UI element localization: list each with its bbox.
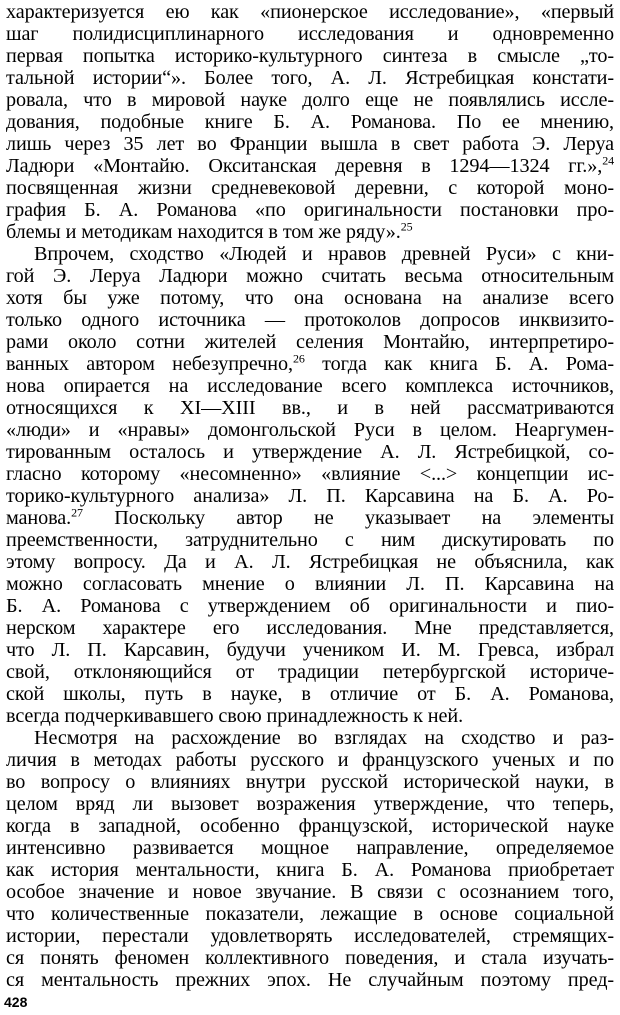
text-line — [6, 111, 614, 133]
line-text: тированным осталось и утверждение А. Л. Ястребицкой, со- — [6, 441, 614, 463]
text-line — [6, 221, 614, 243]
text-line — [6, 903, 614, 925]
line-text: ской школы, путь в науке, в отличие от Б. А. Романова, — [6, 683, 614, 705]
line-text: истории, перестали удовлетворять исследователей, стремящих- — [6, 925, 614, 947]
line-text: этому вопросу. Да и А. Л. Ястребицкая не объяснила, как — [6, 551, 614, 573]
text-line — [6, 419, 614, 441]
text-line — [6, 815, 614, 837]
line-text: ся понять феномен коллективного поведения, и стала изучать- — [6, 947, 614, 969]
line-text: дования, подобные книге Б. А. Романова. По ее мнению, — [6, 111, 614, 133]
text-line — [6, 287, 614, 309]
line-text-continued: Поскольку автор не указывает на элементы — [82, 507, 614, 529]
line-text: блемы и методикам находится в том же ряду». — [6, 221, 401, 243]
text-line — [6, 683, 614, 705]
footnote-reference: 25 — [400, 219, 413, 234]
line-text: нерском характере его исследования. Мне представляется, — [6, 617, 614, 639]
text-line — [6, 661, 614, 683]
text-line — [6, 199, 614, 221]
line-text: особое значение и новое звучание. В связи с осознанием того, — [6, 881, 614, 903]
text-line — [6, 177, 614, 199]
text-line — [6, 639, 614, 661]
line-text: целом вряд ли вызовет возражения утверждение, что теперь, — [6, 793, 614, 815]
text-line — [6, 793, 614, 815]
line-text: первая попытка историко-культурного синтеза в смысле „то- — [6, 45, 614, 67]
text-line — [6, 551, 614, 573]
text-line — [6, 67, 614, 89]
line-text: манова. — [6, 507, 72, 529]
text-line — [6, 617, 614, 639]
line-text: нова опирается на исследование всего комплекса источников, — [6, 375, 614, 397]
line-text: личия в методах работы русского и французского ученых и по — [6, 749, 614, 771]
text-line — [6, 529, 614, 551]
text-line — [6, 595, 614, 617]
text-line — [6, 727, 614, 749]
text-line — [6, 397, 614, 419]
text-line — [6, 925, 614, 947]
text-line — [6, 947, 614, 969]
line-text: во вопросу о влияниях внутри русской исторической науки, в — [6, 771, 614, 793]
text-line — [6, 23, 614, 45]
text-line — [6, 881, 614, 903]
text-line — [6, 155, 614, 177]
line-text: торико-культурного анализа» Л. П. Карсавина на Б. А. Ро- — [6, 485, 614, 507]
line-text: посвященная жизни средневековой деревни, с которой моно- — [6, 177, 614, 199]
line-text: хотя бы уже потому, что она основана на анализе всего — [6, 287, 614, 309]
line-text: рами около сотни жителей селения Монтайю, интерпретиро- — [6, 331, 614, 353]
text-line — [6, 573, 614, 595]
text-line — [6, 441, 614, 463]
text-line — [6, 1, 614, 23]
line-text: характеризуется ею как «пионерское исследование», «первый — [6, 1, 614, 23]
line-text: свой, отклоняющийся от традиции петербургской историче- — [6, 661, 614, 683]
text-line — [6, 331, 614, 353]
text-line — [6, 45, 614, 67]
line-text: относящихся к XI—XIII вв., и в ней рассматриваются — [6, 397, 614, 419]
line-text: интенсивно развивается мощное направление, определяемое — [6, 837, 614, 859]
body-text — [6, 1, 614, 991]
line-text: Б. А. Романова с утверждением об оригинальности и пио- — [6, 595, 614, 617]
text-line — [6, 859, 614, 881]
footnote-reference: 26 — [292, 351, 305, 366]
text-line — [6, 89, 614, 111]
line-text: ся ментальность прежних эпох. Не случайным поэтому пред- — [6, 969, 614, 991]
text-line — [6, 463, 614, 485]
line-text: Ладюри «Монтайю. Окситанская деревня в 1294—1324 гг.», — [6, 155, 603, 177]
line-text: Впрочем, сходство «Людей и нравов древней Руси» с кни- — [34, 243, 614, 265]
text-line — [6, 485, 614, 507]
line-text: лишь через 35 лет во Франции вышла в свет работа Э. Леруа — [6, 133, 614, 155]
text-line — [6, 969, 614, 991]
text-line — [6, 243, 614, 265]
line-text: можно согласовать мнение о влиянии Л. П. Карсавина на — [6, 573, 614, 595]
line-text: как история ментальности, книга Б. А. Романова приобретает — [6, 859, 614, 881]
line-text: что количественные показатели, лежащие в основе социальной — [6, 903, 614, 925]
page-number: 428 — [4, 994, 28, 1010]
line-text: тальной истории“». Более того, А. Л. Ястребицкая констати- — [6, 67, 614, 89]
line-text: только одного источника — протоколов допросов инквизито- — [6, 309, 614, 331]
footnote-reference: 24 — [602, 153, 614, 168]
line-text: шаг полидисциплинарного исследования и одновременно — [6, 23, 614, 45]
line-text: Несмотря на расхождение во взглядах на сходство и раз- — [34, 727, 614, 749]
text-line — [6, 749, 614, 771]
footnote-reference: 27 — [71, 505, 83, 520]
text-line — [6, 375, 614, 397]
text-line — [6, 705, 614, 727]
line-text: всегда подчеркивавшего свою принадлежность к ней. — [6, 705, 464, 727]
line-text: гой Э. Леруа Ладюри можно считать весьма относительным — [6, 265, 614, 287]
line-text: преемственности, затруднительно с ним дискутировать по — [6, 529, 614, 551]
line-text: ванных автором небезупречно, — [6, 353, 293, 375]
text-line — [6, 309, 614, 331]
line-text-continued: тогда как книга Б. А. Рома- — [304, 353, 614, 375]
line-text: ровала, что в мировой науке долго еще не появлялись иссле- — [6, 89, 614, 111]
text-line — [6, 265, 614, 287]
line-text: «люди» и «нравы» домонгольской Руси в целом. Неаргумен- — [6, 419, 614, 441]
text-line — [6, 353, 614, 375]
text-line — [6, 507, 614, 529]
text-line — [6, 771, 614, 793]
text-line — [6, 133, 614, 155]
line-text: когда в западной, особенно французской, исторической науке — [6, 815, 614, 837]
line-text: графия Б. А. Романова «по оригинальности постановки про- — [6, 199, 614, 221]
text-line — [6, 837, 614, 859]
line-text: гласно которому «несомненно» «влияние <...> концепции ис- — [6, 463, 614, 485]
line-text: что Л. П. Карсавин, будучи учеником И. М. Гревса, избрал — [6, 639, 614, 661]
